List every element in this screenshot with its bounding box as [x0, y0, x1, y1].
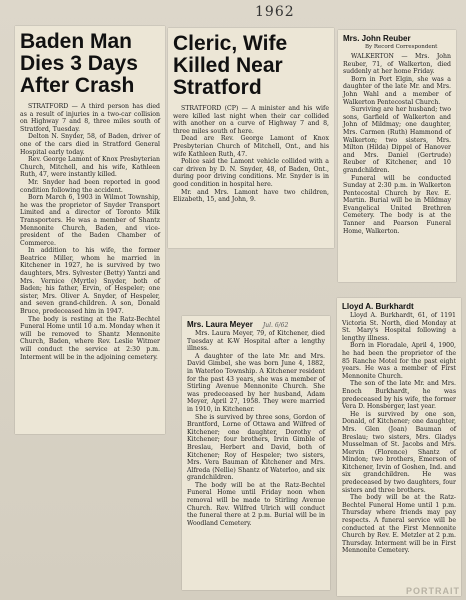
paragraph: In addition to his wife, the former Beatrice Miller, whom he married in Kitchener in 1927, he is survived by two daughters, Mrs. Sylvester (Betty) Yantzi and Mrs. Vernice (Myrtle) Snyder, both of Baden; his father, Ervin, of Hespeler; one sister, Mrs. Oliver A. Snyder, of Hespeler, and seven grand-children. A son, Donald Bruce, predeceased him in 1947. — [20, 247, 160, 316]
paragraph: Born in Floradale, April 4, 1900, he had been the proprietor of the 85 Ranche Motel for the past eight years. He was a member of First Mennonite Church. — [342, 342, 456, 380]
paragraph: Delton N. Snyder, 58, of Baden, driver of one of the cars died in Stratford General Hospital early today. — [20, 133, 160, 156]
paragraph: The body will be at the Ratz-Bechtel Funeral Home until Friday noon when removal will be made to Stirling Avenue Church. Rev. Wilfred Ulrich will conduct the funeral there at 2 p.m. Burial will be in Woodland Cemetery. — [187, 481, 325, 527]
paragraph: Born March 6, 1903 in Wilmot Township, he was the proprietor of Snyder Transport Limited and a director of Toronto Milk Transporters. He was a member of Shantz Mennonite Church, Baden, and vice-president of the Baden Chamber of Commerce. — [20, 194, 160, 247]
paragraph: Rev. George Lamont of Knox Presbyterian Church, Mitchell, and his wife, Kathleen Ruth, 47, were instantly killed. — [20, 156, 160, 179]
article-byline: By Record Correspondent — [365, 44, 438, 50]
paragraph: The body is resting at the Ratz-Bechtel Funeral Home until 10 a.m. Monday when it will be removed to Shantz Mennonite Church, Baden, where Rev. Leslie Witmer will conduct the service at 2:30 p.m. Interment will be in the adjoining cemetery. — [20, 315, 160, 361]
clipping-lloyd-burkhardt — [337, 298, 461, 596]
paragraph: WALKERTON — Mrs. John Reuber, 71, of Walkerton, died suddenly at her home Friday. — [343, 53, 451, 76]
article-headline: Baden Man Dies 3 Days After Crash — [20, 30, 138, 97]
paragraph: The son of the late Mr. and Mrs. Enoch Burkhardt, he was predeceased by his wife, the former Vera D. Honsberger, last year. — [342, 380, 456, 411]
paragraph: Mr. Snyder had been reported in good condition following the accident. — [20, 178, 160, 194]
paragraph: Mr. and Mrs. Lamont have two children, Elizabeth, 15, and John, 9. — [173, 188, 329, 204]
clipping-cleric-wife — [168, 28, 334, 248]
paragraph: She is survived by three sons, Gordon of Brantford, Lorne of Ottawa and Wilfred of Kitchener; one daughter, Dorothy of Kitchener; four brothers, Irvin Gimble of Breslau, Herbert and David, both of Kitchener; Roy of Hespeler; two sisters, Mrs. Vera Bauman of Kitchener and Mrs. Alfreda (Nellie) Shantz of Waterloo, and six grandchildren. — [187, 413, 325, 482]
watermark: PORTRAIT — [406, 586, 460, 596]
paragraph: Funeral will be conducted Sunday at 2:30 p.m. in Walkerton Pentecostal Church by Rev. E. Martin. Burial will be in Mildmay Evangelical United Brethren Cemetery. The body is at the Tanner and Pearson Funeral Home, Walkerton. — [343, 174, 451, 235]
paragraph: Dead are Rev. George Lamont of Knox Presbyterian Church of Mitchell, Ont., and his wife Kathleen Ruth, 47. — [173, 135, 329, 158]
article-headline: Mrs. Laura Meyer — [187, 320, 253, 329]
paragraph: Lloyd A. Burkhardt, 61, of 1191 Victoria St. North, died Monday at St. Mary's Hospital following a lengthy illness. — [342, 312, 456, 342]
handwritten-year: 1962 — [255, 4, 295, 20]
paragraph: Born in Port Elgin, she was a daughter of the late Mr. and Mrs. John Wahl and a member of Walkerton Pentecostal Church. — [343, 75, 451, 106]
paragraph: STRATFORD — A third person has died as a result of injuries in a two-car collision on Highway 7 and 8, three miles south of Stratford, Tuesday. — [20, 103, 160, 133]
article-body — [342, 312, 456, 555]
clipping-baden-man — [15, 26, 165, 434]
article-headline: Lloyd A. Burkhardt — [342, 302, 414, 311]
paragraph: He is survived by one son, Donald, of Kitchener; one daughter, Mrs. Glen (Joan) Bauman of Breslau; two sisters, Mrs. Gladys Musselman of St. Jacobs and Mrs. Mervin (Florence) Shantz of Mindon; two brothers, Emerson of Kitchener, Irvin of Goshen, Ind. and six grandchildren. He was predeceased by two daughters, four sisters and three brothers. — [342, 410, 456, 494]
paragraph: Surviving are her husband; two sons, Garfield of Walkerton and John of Mildmay; one daughter, Mrs. Carmen (Ruth) Hammond of Walkerton; two sisters, Mrs. Milton (Hilda) Dippel of Hanover and Mrs. Daniel (Gertrude) Reuber of Kitchener, and 10 grandchildren. — [343, 106, 451, 174]
paragraph: Police said the Lamont vehicle collided with a car driven by D. N. Snyder, 48, of Baden, Ont., during poor driving conditions. Mr. Snyder is in good condition in hospital here. — [173, 158, 329, 188]
paragraph: Mrs. Laura Meyer, 79, of Kitchener, died Tuesday at K-W Hospital after a lengthy illness. — [187, 330, 325, 353]
paragraph: A daughter of the late Mr. and Mrs. David Gimbel, she was born June 4, 1882, in Waterloo Township. A Kitchener resident for the past 43 years, she was a member of Stirling Avenue Mennonite Church. She was predeceased by her husband, Adam Meyer, April 27, 1958. They were married in 1910, in Kitchener. — [187, 352, 325, 413]
article-body — [20, 103, 160, 361]
article-headline: Mrs. John Reuber — [343, 34, 411, 43]
article-body — [173, 105, 329, 204]
article-body — [187, 330, 325, 527]
paragraph: The body will be at the Ratz-Bechtel Funeral Home until 1 p.m. Thursday where friends may pay respects. A funeral service will be conducted at the First Mennonite Church by Rev. E. Metzler at 2 p.m. Thursday. Interment will be in First Mennonite Cemetery. — [342, 494, 456, 555]
article-headline: Cleric, Wife Killed Near Stratford — [173, 32, 288, 99]
handwritten-date: Jul. 6/62 — [262, 322, 289, 329]
clipping-laura-meyer — [182, 316, 330, 590]
article-body — [343, 53, 451, 235]
paragraph: STRATFORD (CP) — A minister and his wife were killed last night when their car collided with another on a curve of Highway 7 and 8, three miles south of here. — [173, 105, 329, 135]
clipping-john-reuber — [338, 30, 456, 282]
